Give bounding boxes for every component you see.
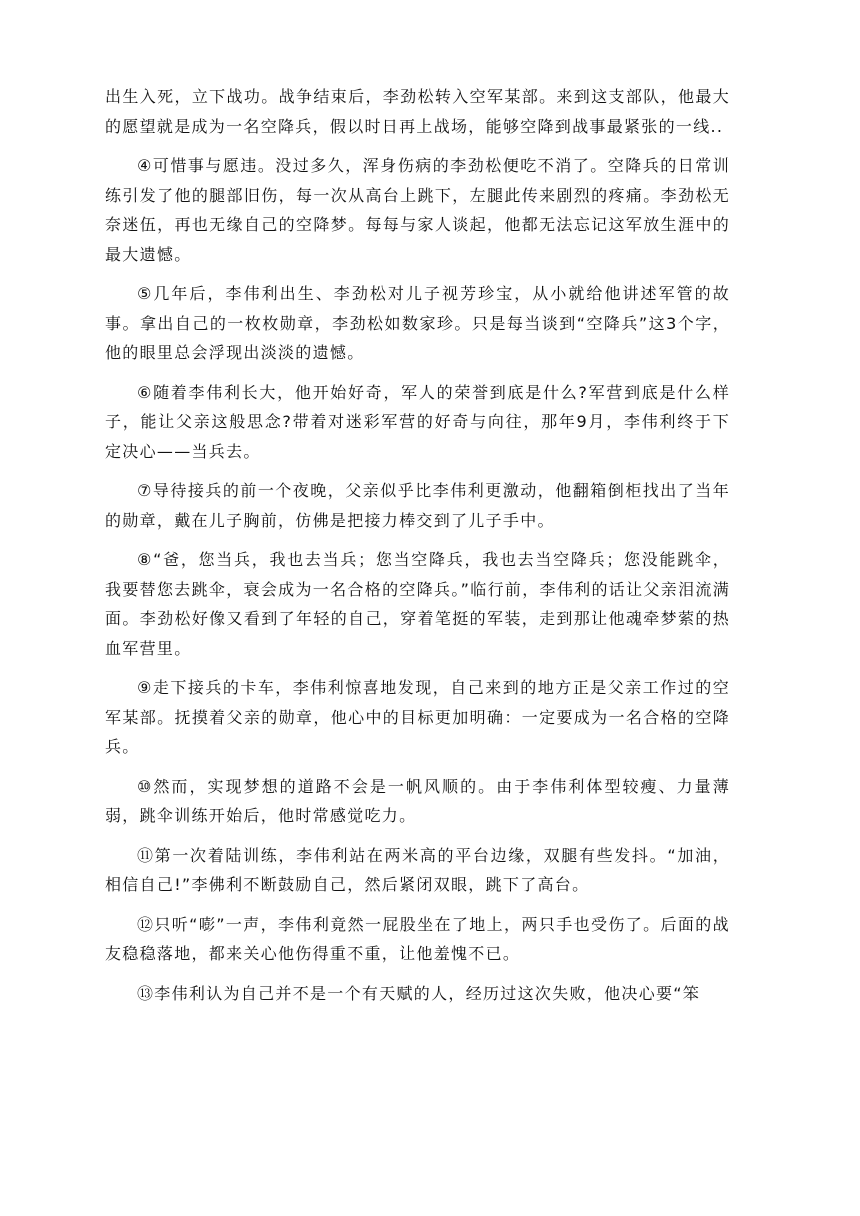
paragraph-13: ⑬李伟利认为自己并不是一个有天赋的人，经历过这次失败，他决心要“笨 — [137, 983, 701, 1003]
paragraph-11: ⑪第一次着陆训练，李伟利站在两米高的平台边缘，双腿有些发抖。“加油，相信自己!”李佛利不断鼓励自己，然后紧闭双眼，跳下了高台。 — [105, 845, 730, 894]
paragraph-8: ⑧“爸，您当兵，我也去当兵；您当空降兵，我也去当空降兵；您没能跳伞，我要替您去跳伞，衰会成为一名合格的空降兵。”临行前，李伟利的话让父亲泪流满面。李劲松好像又看到了年轻的自己，穿着笔挺的军装，走到那让他魂牵梦萦的热血军营里。 — [105, 550, 730, 658]
article-body — [105, 82, 730, 1018]
paragraph-10: ⑩然而，实现梦想的道路不会是一帆风顺的。由于李伟利体型较瘦、力量薄弱，跳伞训练开始后，他时常感觉吃力。 — [105, 776, 730, 825]
paragraph-5: ⑤几年后，李伟利出生、李劲松对儿子视芳珍宝，从小就给他讲述军管的故事。拿出自己的一枚枚勋章，李劲松如数家珍。只是每当谈到“空降兵”这3个字，他的眼里总会浮现出淡淡的遗憾。 — [105, 284, 730, 362]
paragraph-4: ④可惜事与愿违。没过多久，浑身伤病的李劲松便吃不消了。空降兵的日常训练引发了他的腿部旧伤，每一次从高台上跳下，左腿此传来剧烈的疼痛。李劲松无奈迷伍，再也无缘自己的空降梦。每每与家人谈起，他都无法忘记这军放生涯中的最大遗憾。 — [105, 156, 730, 264]
paragraph-12: ⑫只听“嘭”一声，李伟利竟然一屁股坐在了地上，两只手也受伤了。后面的战友稳稳落地，都来关心他伤得重不重，让他羞愧不已。 — [105, 914, 730, 963]
paragraph-9: ⑨走下接兵的卡车，李伟利惊喜地发现，自己来到的地方正是父亲工作过的空军某部。抚摸着父亲的勋章，他心中的目标更加明确：一定要成为一名合格的空降兵。 — [105, 678, 730, 756]
paragraph-7: ⑦导待接兵的前一个夜晚，父亲似乎比李伟利更激动，他翻箱倒柜找出了当年的勋章，戴在儿子胸前，仿佛是把接力棒交到了儿子手中。 — [105, 481, 730, 530]
paragraph-continued: 出生入死，立下战功。战争结束后，李劲松转入空军某部。来到这支部队，他最大的愿望就是成为一名空降兵，假以时日再上战场，能够空降到战事最紧张的一线.. — [105, 87, 730, 136]
paragraph-6: ⑥随着李伟利长大，他开始好奇，军人的荣誉到底是什么?军营到底是什么样子，能让父亲这般思念?带着对迷彩军营的好奇与向往，那年9月，李伟利终于下定决心——当兵去。 — [105, 382, 730, 461]
